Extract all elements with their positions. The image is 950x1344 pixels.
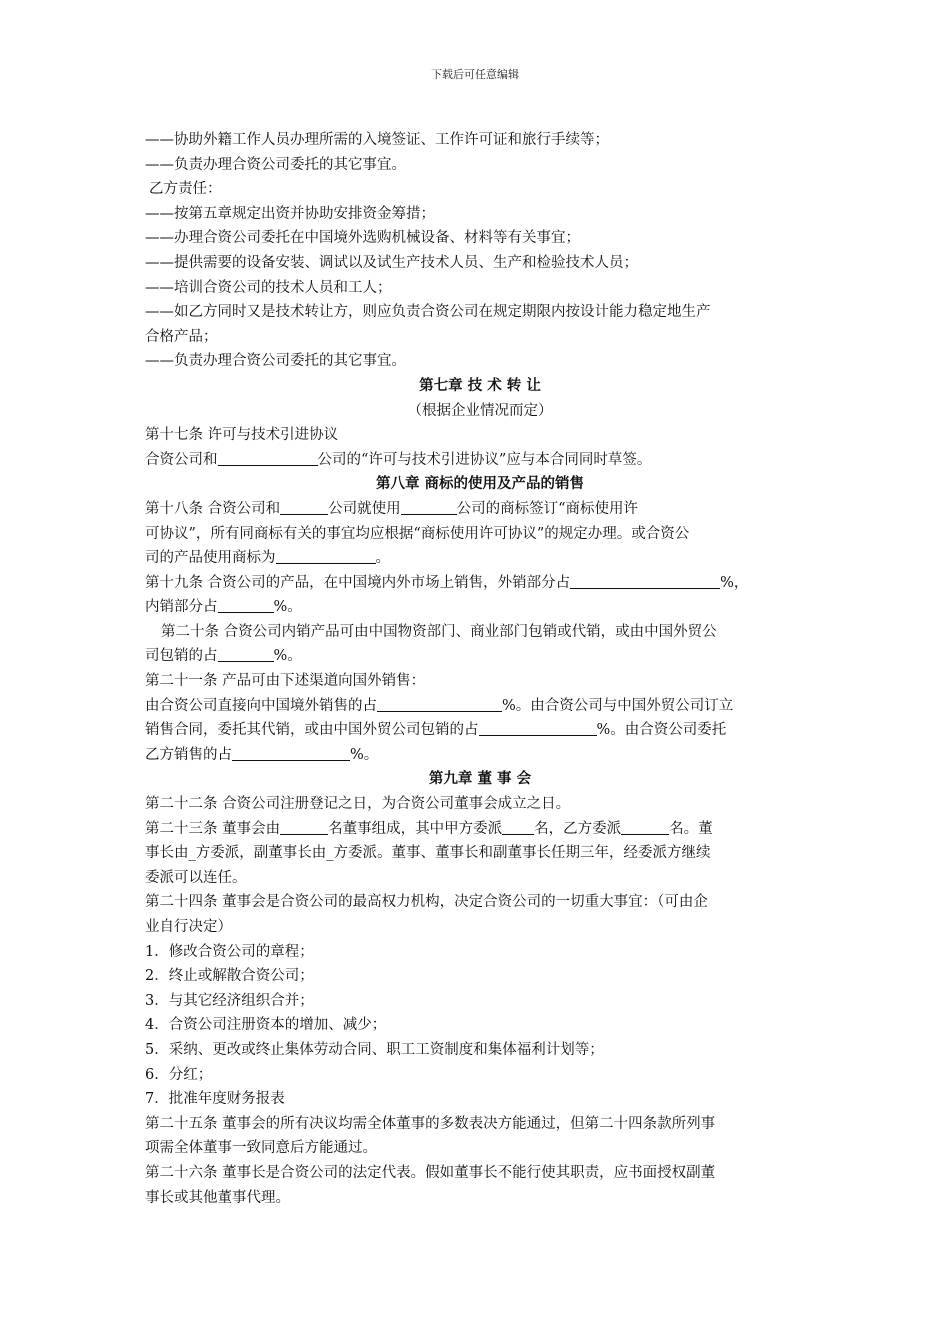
- article-17-title: 第十七条 许可与技术引进协议: [145, 427, 339, 444]
- list-item: 5．采纳、更改或终止集体劳动合同、职工工资制度和集体福利计划等；: [145, 1041, 604, 1058]
- text-span: 公司就使用: [328, 500, 401, 517]
- text-line: ——办理合资公司委托在中国境外选购机械设备、材料等有关事宜；: [145, 230, 580, 247]
- text-span: %。: [273, 599, 302, 616]
- fill-blank[interactable]: [502, 817, 534, 835]
- text-span: 司的产品使用商标为: [145, 550, 276, 567]
- fill-blank[interactable]: [377, 694, 502, 712]
- text-span: 名董事组成，其中甲方委派: [328, 820, 503, 837]
- text-span: 第十九条 合资公司的产品，在中国境内外市场上销售，外销部分占: [145, 574, 571, 591]
- chapter-7-heading: 第七章 技 术 转 让: [419, 376, 541, 394]
- text-span: %，: [720, 574, 749, 591]
- list-item: 6．分红；: [145, 1066, 213, 1083]
- text-span: %。由合资公司与中国外贸公司订立: [502, 697, 734, 714]
- list-item: 1．修改合资公司的章程；: [145, 943, 314, 960]
- page-header: 下载后可任意编辑: [431, 68, 519, 81]
- text-span: 由合资公司直接向中国境外销售的占: [145, 697, 377, 714]
- text-line: ——负责办理合资公司委托的其它事宜。: [145, 156, 406, 173]
- text-line: ——负责办理合资公司委托的其它事宜。: [145, 353, 406, 370]
- text-line: ——如乙方同时又是技术转让方，则应负责合资公司在规定期限内按设计能力稳定地生产: [145, 304, 711, 321]
- text-line: ——协助外籍工作人员办理所需的入境签证、工作许可证和旅行手续等；: [145, 132, 609, 148]
- article-23-line-2: 事长由_方委派，副董事长由_方委派。董事、董事长和副董事长任期三年，经委派方继续: [145, 845, 711, 862]
- article-21-line-2: [145, 718, 815, 743]
- text-line: ——按第五章规定出资并协助安排资金筹措；: [145, 205, 435, 222]
- text-span: 销售合同，委托其代销，或由中国外贸公司包销的占: [145, 722, 479, 739]
- article-23-line-1: [145, 817, 815, 842]
- article-21-line-3: [145, 743, 815, 768]
- article-19-line-1: [145, 571, 815, 596]
- text-span: 乙方销售的占: [145, 746, 232, 763]
- text-span: 司包销的占: [145, 648, 218, 665]
- fill-blank[interactable]: [218, 595, 274, 613]
- article-20-line-2: [145, 644, 815, 669]
- article-24-line-2: 业自行决定）: [145, 919, 232, 935]
- text-span: 第二十三条 董事会由: [145, 820, 281, 837]
- text-span: 公司的商标签订“商标使用许: [456, 500, 639, 517]
- fill-blank[interactable]: [280, 497, 328, 515]
- fill-blank[interactable]: [276, 546, 376, 564]
- article-19-line-2: [145, 595, 815, 620]
- article-26-line-1: 第二十六条 董事长是合资公司的法定代表。假如董事长不能行使其职责，应书面授权副董: [145, 1164, 716, 1181]
- article-26-line-2: 事长或其他董事代理。: [145, 1189, 290, 1206]
- chapter-9-heading: 第九章 董 事 会: [428, 770, 532, 788]
- document-body: [145, 128, 815, 1210]
- article-18-line-3: [145, 546, 815, 571]
- article-25-line-2: 项需全体董事一致同意后方能通过。: [145, 1140, 377, 1157]
- article-17-text: [145, 448, 815, 473]
- chapter-8-heading: 第八章 商标的使用及产品的销售: [375, 475, 585, 493]
- article-20-line-1: 第二十条 合资公司内销产品可由中国物资部门、商业部门包销或代销，或由中国外贸公: [161, 623, 717, 640]
- fill-blank[interactable]: [401, 497, 457, 515]
- text-line: ——培训合资公司的技术人员和工人；: [145, 279, 392, 296]
- article-24-line-1: 第二十四条 董事会是合资公司的最高权力机构，决定合资公司的一切重大事宜：（可由企: [145, 894, 708, 911]
- list-item: 2．终止或解散合资公司；: [145, 968, 314, 985]
- article-18-line-2: 可协议”，所有同商标有关的事宜均应根据“商标使用许可协议”的规定办理。或合资公: [145, 525, 690, 542]
- text-span: 合资公司和: [145, 451, 218, 468]
- list-item: 7．批准年度财务报表: [145, 1091, 285, 1108]
- fill-blank[interactable]: [479, 718, 597, 736]
- text-span: 名。董: [669, 820, 713, 837]
- text-span: 公司的“许可与技术引进协议”应与本合同同时草签。: [317, 451, 652, 468]
- fill-blank[interactable]: [218, 644, 274, 662]
- fill-blank[interactable]: [218, 448, 318, 466]
- text-span: 名，乙方委派: [534, 820, 622, 837]
- fill-blank[interactable]: [232, 743, 350, 761]
- fill-blank[interactable]: [621, 817, 669, 835]
- text-span: %。: [273, 648, 302, 665]
- list-item: 4．合资公司注册资本的增加、减少；: [145, 1017, 387, 1034]
- text-span: %。由合资公司委托: [596, 722, 727, 739]
- chapter-7-subheading: （根据企业情况而定）: [407, 402, 553, 419]
- article-21-title: 第二十一条 产品可由下述渠道向国外销售：: [145, 673, 426, 690]
- fill-blank[interactable]: [570, 571, 720, 589]
- fill-blank[interactable]: [280, 817, 328, 835]
- article-18-line-1: [145, 497, 815, 522]
- article-22: 第二十二条 合资公司注册登记之日，为合资公司董事会成立之日。: [145, 796, 571, 813]
- article-23-line-3: 委派可以连任。: [145, 869, 247, 886]
- text-span: 第十八条 合资公司和: [145, 500, 281, 517]
- article-21-line-1: [145, 694, 815, 719]
- text-span: %。: [350, 746, 379, 763]
- text-line: ——提供需要的设备安装、调试以及试生产技术人员、生产和检验技术人员；: [145, 254, 638, 271]
- text-span: 内销部分占: [145, 599, 218, 616]
- text-span: 。: [375, 550, 390, 567]
- text-line: 合格产品；: [145, 328, 218, 345]
- list-item: 3．与其它经济组织合并；: [145, 992, 314, 1009]
- article-25-line-1: 第二十五条 董事会的所有决议均需全体董事的多数表决方能通过，但第二十四条款所列事: [145, 1115, 716, 1132]
- text-line: 乙方责任：: [149, 181, 222, 198]
